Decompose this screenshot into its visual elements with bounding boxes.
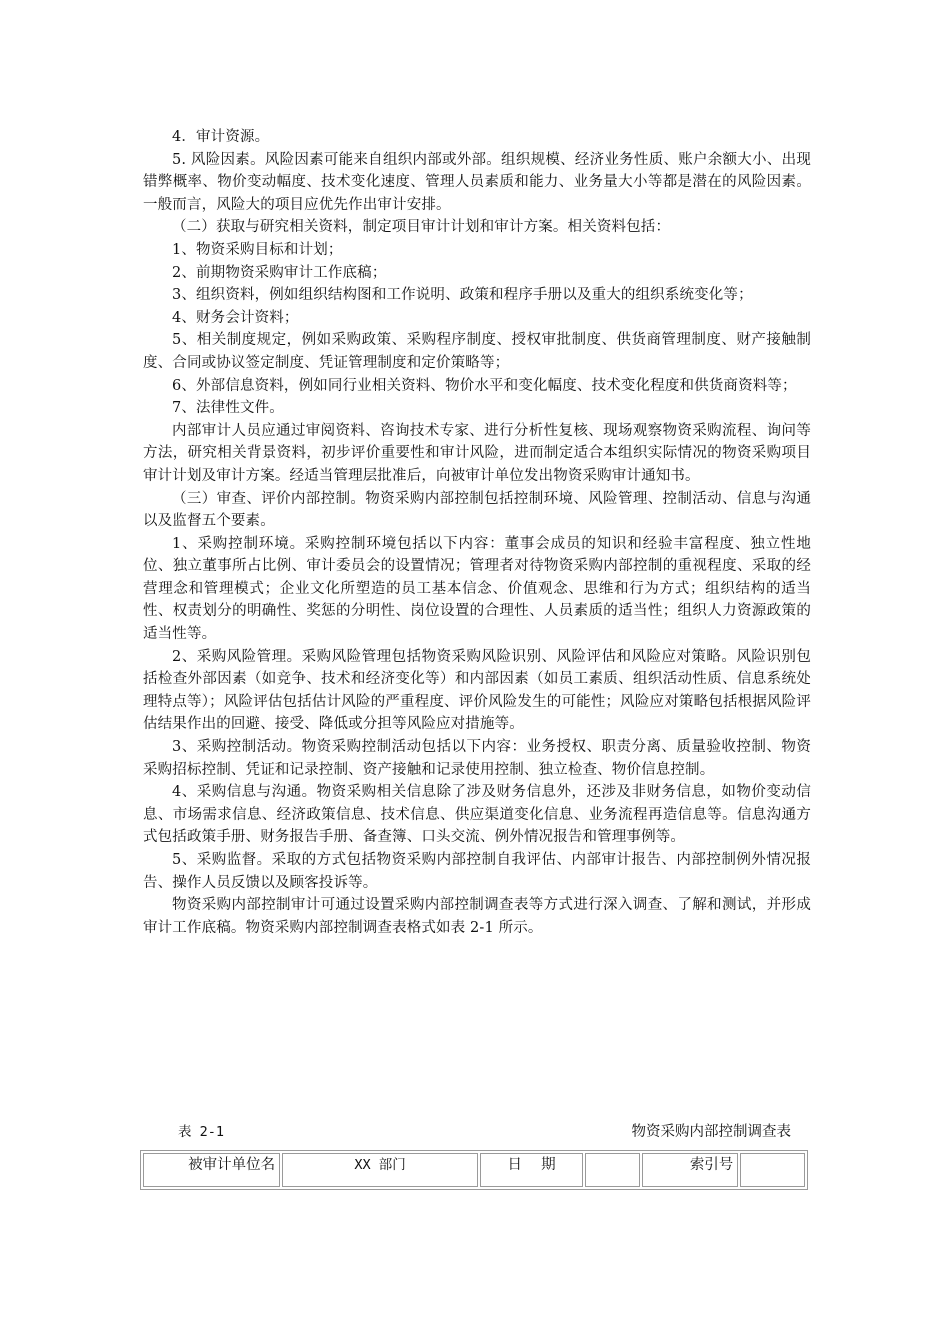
paragraph-audit-resources: 4．审计资源。	[172, 129, 270, 145]
paragraph-control-activities: 3、采购控制活动。物资采购控制活动包括以下内容：业务授权、职责分离、质量验收控制、物资采购招标控制、凭证和记录控制、资产接触和记录使用控制、独立检查、物价信息控制。	[143, 739, 811, 778]
list-item-6: 6、外部信息资料，例如同行业相关资料、物价水平和变化幅度、技术变化程度和供货商资料等；	[172, 377, 797, 394]
audited-unit-value-cell: XX 部门	[282, 1153, 478, 1187]
paragraph-audit-methods: 内部审计人员应通过审阅资料、咨询技术专家、进行分析性复核、现场观察物资采购流程、询问等方法，研究相关背景资料，初步评价重要性和审计风险，进而制定适合本组织实际情况的物资采购项目审计计划及审计方案。经适当管理层批准后，向被审计单位发出物资采购审计通知书。	[143, 422, 811, 484]
survey-table	[140, 1150, 808, 1190]
list-item-7: 7、法律性文件。	[172, 400, 284, 417]
index-label-cell: 索引号	[642, 1153, 738, 1187]
date-label-cell: 日 期	[480, 1153, 583, 1187]
paragraph-survey-intro: 物资采购内部控制审计可通过设置采购内部控制调查表等方式进行深入调查、了解和测试，并形成审计工作底稿。物资采购内部控制调查表格式如表 2-1 所示。	[143, 897, 811, 936]
list-item-4: 4、财务会计资料；	[172, 309, 299, 326]
paragraph-risk-factors: 5. 风险因素。风险因素可能来自组织内部或外部。组织规模、经济业务性质、账户余额大小、出现错弊概率、物价变动幅度、技术变化速度、管理人员素质和能力、业务量大小等都是潜在的风险因素。一般而言，风险大的项目应优先作出审计安排。	[143, 151, 811, 213]
date-value-cell	[585, 1153, 640, 1187]
table-number: 表 2-1	[178, 1124, 225, 1140]
index-value-cell	[740, 1153, 805, 1187]
paragraph-risk-management: 2、采购风险管理。采购风险管理包括物资采购风险识别、风险评估和风险应对策略。风险识别包括检查外部因素（如竞争、技术和经济变化等）和内部因素（如员工素质、组织活动性质、信息系统处理特点等）；风险评估包括估计风险的严重程度、评价风险发生的可能性；风险应对策略包括根据风险评估结果作出的回避、接受、降低或分担等风险应对措施等。	[143, 648, 811, 733]
paragraph-section-2-heading: （二）获取与研究相关资料，制定项目审计计划和审计方案。相关资料包括：	[172, 219, 671, 236]
paragraph-information-communication: 4、采购信息与沟通。物资采购相关信息除了涉及财务信息外，还涉及非财务信息，如物价变动信息、市场需求信息、经济政策信息、技术信息、供应渠道变化信息、业务流程再造信息等。信息沟通方式包括政策手册、财务报告手册、备查簿、口头交流、例外情况报告和管理事例等。	[143, 784, 811, 846]
list-item-3: 3、组织资料，例如组织结构图和工作说明、政策和程序手册以及重大的组织系统变化等；	[172, 287, 753, 304]
paragraph-monitoring: 5、采购监督。采取的方式包括物资采购内部控制自我评估、内部审计报告、内部控制例外情况报告、操作人员反馈以及顾客投诉等。	[143, 852, 811, 891]
body-text	[143, 126, 811, 939]
paragraph-control-environment: 1、采购控制环境。采购控制环境包括以下内容：董事会成员的知识和经验丰富程度、独立性地位、独立董事所占比例、审计委员会的设置情况；管理者对待物资采购内部控制的重视程度、采取的经营理念和管理模式；企业文化所塑造的员工基本信念、价值观念、思维和行为方式；组织结构的适当性、权责划分的明确性、奖惩的分明性、岗位设置的合理性、人员素质的适当性；组织人力资源政策的适当性等。	[143, 535, 811, 643]
audited-unit-label-cell: 被审计单位名	[143, 1153, 280, 1187]
list-item-2: 2、前期物资采购审计工作底稿；	[172, 264, 387, 281]
table-caption	[143, 1121, 811, 1143]
list-item-1: 1、物资采购目标和计划；	[172, 241, 343, 258]
table-title: 物资采购内部控制调查表	[631, 1124, 791, 1140]
paragraph-section-3-heading: （三）审查、评价内部控制。物资采购内部控制包括控制环境、风险管理、控制活动、信息与沟通以及监督五个要素。	[143, 490, 811, 530]
table-row	[143, 1153, 805, 1187]
list-item-5: 5、相关制度规定，例如采购政策、采购程序制度、授权审批制度、供货商管理制度、财产接触制度、合同或协议签定制度、凭证管理制度和定价策略等；	[143, 332, 811, 371]
document-page	[143, 126, 811, 1173]
